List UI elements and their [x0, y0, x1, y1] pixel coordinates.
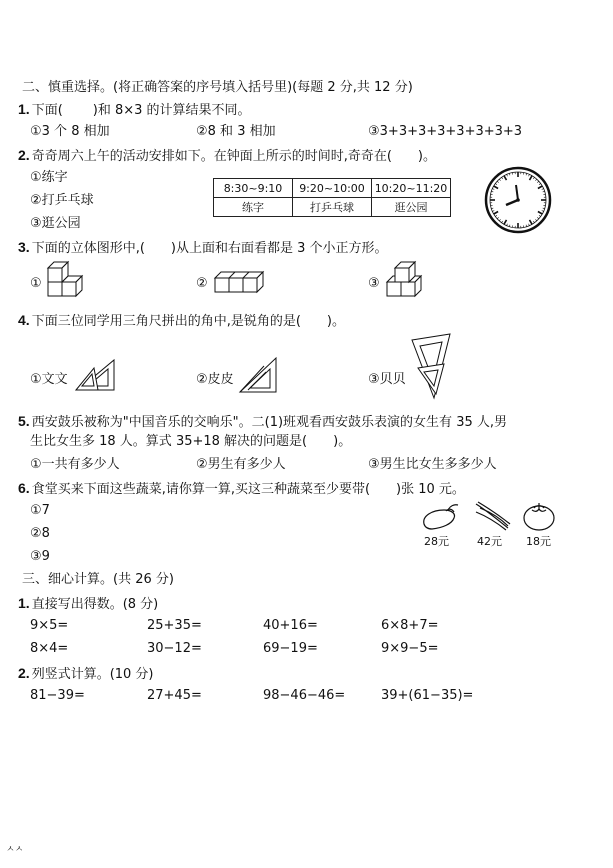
triangle-ruler-3-icon [408, 332, 454, 402]
option-1: ①3 个 8 相加 [30, 124, 110, 139]
schedule-time: 8:30~9:10 [214, 179, 293, 198]
eggplant-icon [418, 502, 460, 532]
triangle-ruler-1-icon [74, 358, 118, 392]
option-3: ③9 [30, 549, 50, 564]
question-3 [18, 239, 388, 257]
triangle-ruler-2-icon [238, 356, 278, 394]
question-number: 6. [18, 480, 30, 496]
option-2: ②8 [30, 526, 50, 541]
option-1: ① [30, 276, 42, 291]
schedule-time: 9:20~10:00 [293, 179, 372, 198]
price-label: 18元 [526, 535, 551, 548]
option-2: ②打乒乓球 [30, 193, 94, 208]
schedule-activity: 打乒乓球 [293, 198, 372, 217]
tomato-icon [522, 500, 556, 532]
cube-figure-3-icon [385, 262, 433, 298]
option-1: ①7 [30, 503, 50, 518]
part-1-label: 直接写出得数。(8 分) [31, 597, 159, 612]
cube-figure-1-icon [46, 262, 90, 298]
calc-item: 30−12= [147, 641, 202, 656]
question-1-stem-b: )和 8×3 的计算结果不同。 [92, 103, 251, 118]
option-3: ③贝贝 [368, 372, 406, 387]
question-1-stem-a: 下面( [31, 103, 63, 118]
option-1: ①一共有多少人 [30, 457, 120, 472]
question-4-stem: 下面三位同学用三角尺拼出的角中,是锐角的是( )。 [31, 314, 345, 329]
option-1: ①文文 [30, 372, 68, 387]
option-3: ③3+3+3+3+3+3+3+3 [368, 124, 523, 139]
question-number: 3. [18, 239, 30, 255]
question-number: 2. [18, 147, 30, 163]
question-number: 1. [18, 595, 30, 611]
question-number: 2. [18, 665, 30, 681]
schedule-time: 10:20~11:20 [372, 179, 451, 198]
question-number: 4. [18, 312, 30, 328]
question-number: 1. [18, 101, 30, 117]
question-2-stem: 奇奇周六上午的活动安排如下。在钟面上所示的时间时,奇奇在( )。 [31, 149, 436, 164]
question-1 [18, 101, 251, 119]
schedule-activity: 练字 [214, 198, 293, 217]
bean-icon [472, 500, 512, 532]
question-2 [18, 147, 436, 165]
part-2-label: 列竖式计算。(10 分) [31, 667, 154, 682]
question-5-line-1: 西安鼓乐被称为"中国音乐的交响乐"。二(1)班观看西安鼓乐表演的女生有 35 人,男 [31, 415, 508, 430]
calc-item: 25+35= [147, 618, 202, 633]
question-6-stem: 食堂买来下面这些蔬菜,请你算一算,买这三种蔬菜至少要带( )张 10 元。 [31, 482, 465, 497]
schedule-activity: 逛公园 [372, 198, 451, 217]
schedule-times-row [214, 179, 451, 198]
option-1: ①练字 [30, 170, 68, 185]
section-2-title: 二、慎重选择。(将正确答案的序号填入括号里)(每题 2 分,共 12 分) [22, 80, 413, 95]
calc-item: 40+16= [263, 618, 318, 633]
schedule-acts-row [214, 198, 451, 217]
price-label: 28元 [424, 535, 449, 548]
option-2: ②8 和 3 相加 [196, 124, 276, 139]
calc-item: 98−46−46= [263, 688, 346, 703]
schedule-table [213, 178, 451, 217]
option-3: ③ [368, 276, 380, 291]
option-3: ③逛公园 [30, 216, 81, 231]
question-3-stem: 下面的立体图形中,( )从上面和右面看都是 3 个小正方形。 [31, 241, 388, 256]
option-2: ②男生有多少人 [196, 457, 286, 472]
calc-item: 9×5= [30, 618, 69, 633]
question-6 [18, 480, 465, 498]
footer-mark: ㅅㅅ [6, 845, 24, 855]
price-label: 42元 [477, 535, 502, 548]
part-1-title [18, 595, 158, 613]
option-3: ③男生比女生多多少人 [368, 457, 497, 472]
part-2-title [18, 665, 154, 683]
question-5 [18, 413, 507, 431]
question-number: 5. [18, 413, 30, 429]
clock-icon [484, 166, 552, 234]
option-2: ② [196, 276, 208, 291]
option-2: ②皮皮 [196, 372, 234, 387]
question-5-line-2: 生比女生多 18 人。算式 35+18 解决的问题是( )。 [30, 434, 352, 449]
calc-item: 8×4= [30, 641, 69, 656]
calc-item: 27+45= [147, 688, 202, 703]
calc-item: 81−39= [30, 688, 85, 703]
calc-item: 6×8+7= [381, 618, 439, 633]
calc-item: 69−19= [263, 641, 318, 656]
calc-item: 9×9−5= [381, 641, 439, 656]
cube-figure-2-icon [213, 270, 271, 296]
section-3-title: 三、细心计算。(共 26 分) [22, 572, 174, 587]
calc-item: 39+(61−35)= [381, 688, 474, 703]
question-4 [18, 312, 345, 330]
